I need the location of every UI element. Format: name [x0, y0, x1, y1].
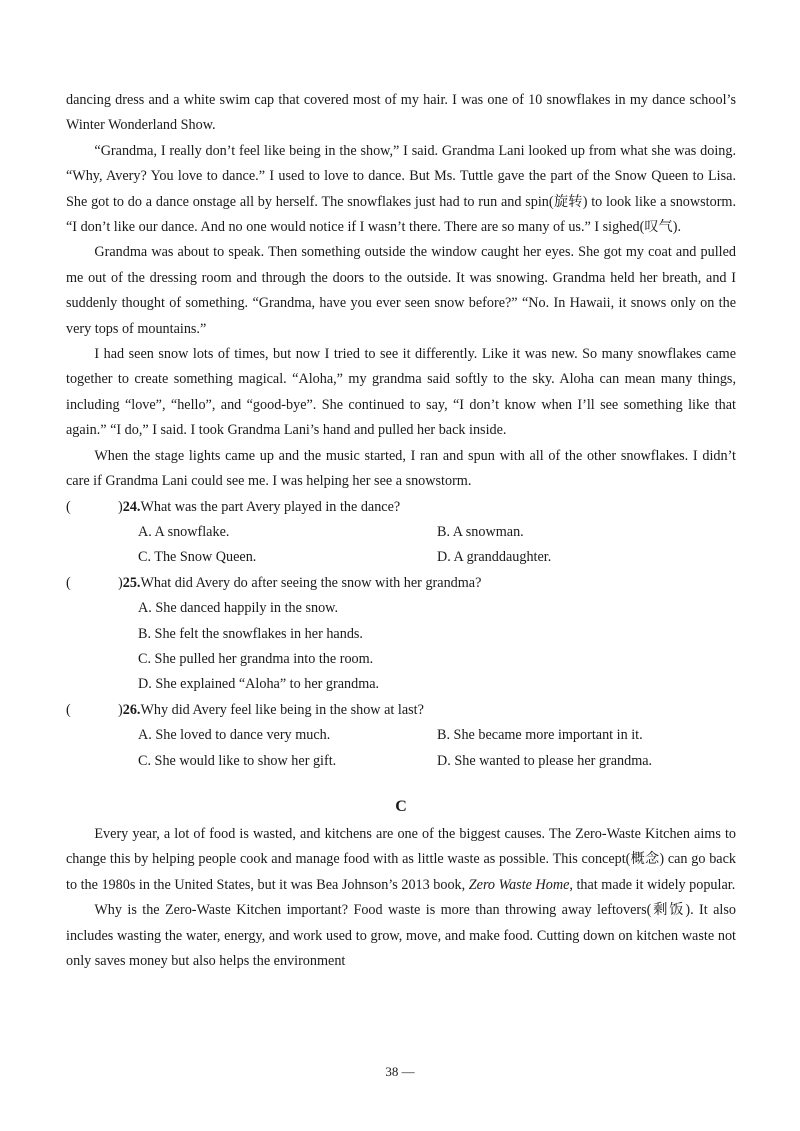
- answer-blank[interactable]: [84, 698, 118, 723]
- question-number: 25.: [122, 574, 141, 591]
- question-text: What was the part Avery played in the dance?: [140, 498, 401, 515]
- section-c-paragraph-2: Why is the Zero-Waste Kitchen important? Food waste is more than throwing away leftovers(剩饭). It also includes wasting the water, energy, and work used to grow, move, and make food. Cutting down on kitchen waste not only saves money but also helps the environment: [66, 902, 736, 969]
- answer-paren-close: ): [118, 574, 123, 591]
- paragraph-text: , that made it widely popular.: [569, 876, 736, 893]
- answer-paren-open: (: [66, 574, 71, 591]
- question-number: 26.: [122, 701, 141, 718]
- answer-paren-close: ): [118, 701, 123, 718]
- story-paragraph-2: “Grandma, I really don’t feel like being in the show,” I said. Grandma Lani looked up from what she was doing. “Why, Avery? You love to dance.” I used to love to dance. But Ms. Tuttle gave the part of the Snow Queen to Lisa. She got to do a dance onstage all by herself. The snowflakes just had to run and spin(旋转) to look like a snowstorm. “I don’t like our dance. And no one would notice if I wasn’t there. There are so many of us.” I sighed(叹气).: [66, 142, 736, 236]
- option-a: A. She loved to dance very much.: [138, 727, 331, 744]
- question-text: Why did Avery feel like being in the show at last?: [140, 701, 424, 718]
- book-title: Zero Waste Home: [468, 876, 570, 893]
- option-d: D. She explained “Aloha” to her grandma.: [138, 676, 380, 693]
- footer-dash: —: [401, 1064, 415, 1079]
- question-number: 24.: [122, 498, 141, 515]
- option-c: C. The Snow Queen.: [138, 549, 257, 566]
- section-heading-c: C: [395, 797, 407, 815]
- page-footer: [0, 1064, 800, 1080]
- question-24-options: [66, 520, 736, 571]
- story-paragraph-5: When the stage lights came up and the music started, I ran and spun with all of the other snowflakes. I didn’t care if Grandma Lani could see me. I was helping her see a snowstorm.: [66, 447, 736, 490]
- paragraph-text: Every year, a lot of food is wasted, and kitchens are one of the biggest causes. The Zero-Waste Kitchen aims to change this by helping people cook and manage food with as little waste as possible. This concept(概念) can go back to the 1980s in the United States, but it was Bea Johnson’s 2013 book,: [66, 825, 736, 893]
- question-24: [66, 495, 736, 520]
- option-a: A. A snowflake.: [138, 523, 230, 540]
- question-26-options: [66, 723, 736, 774]
- question-text: What did Avery do after seeing the snow with her grandma?: [140, 574, 482, 591]
- answer-paren-open: (: [66, 498, 71, 515]
- question-25: [66, 571, 736, 596]
- answer-paren-close: ): [118, 498, 123, 515]
- option-b: B. She felt the snowflakes in her hands.: [138, 625, 363, 642]
- question-26: [66, 698, 736, 723]
- story-paragraph-1: dancing dress and a white swim cap that covered most of my hair. I was one of 10 snowflakes in my dance school’s Winter Wonderland Show.: [66, 92, 736, 134]
- answer-paren-open: (: [66, 701, 71, 718]
- option-c: C. She would like to show her gift.: [138, 752, 337, 769]
- answer-blank[interactable]: [84, 495, 118, 520]
- story-paragraph-3: Grandma was about to speak. Then something outside the window caught her eyes. She got my coat and pulled me out of the dressing room and through the doors to the outside. It was snowing. Grandma held her breath, and I suddenly thought of something. “Grandma, have you ever seen snow before?” “No. In Hawaii, it snows only on the very tops of mountains.”: [66, 244, 736, 337]
- option-b: B. She became more important in it.: [437, 727, 643, 744]
- option-b: B. A snowman.: [437, 523, 524, 540]
- section-c-paragraph-1: [66, 822, 736, 898]
- option-c: C. She pulled her grandma into the room.: [138, 650, 374, 667]
- question-25-options: [66, 596, 736, 698]
- option-d: D. She wanted to please her grandma.: [437, 752, 653, 769]
- option-d: D. A granddaughter.: [437, 549, 552, 566]
- answer-blank[interactable]: [84, 571, 118, 596]
- story-paragraph-4: I had seen snow lots of times, but now I tried to see it differently. Like it was new. So many snowflakes came together to create something magical. “Aloha,” my grandma said softly to the sky. Aloha can mean many things, including “love”, “hello”, and “good-bye”. She continued to say, “I don’t know when I’ll see something like that again.” “I do,” I said. I took Grandma Lani’s hand and pulled her back inside.: [66, 346, 736, 439]
- option-a: A. She danced happily in the snow.: [138, 600, 339, 617]
- page-number: 38: [385, 1064, 399, 1079]
